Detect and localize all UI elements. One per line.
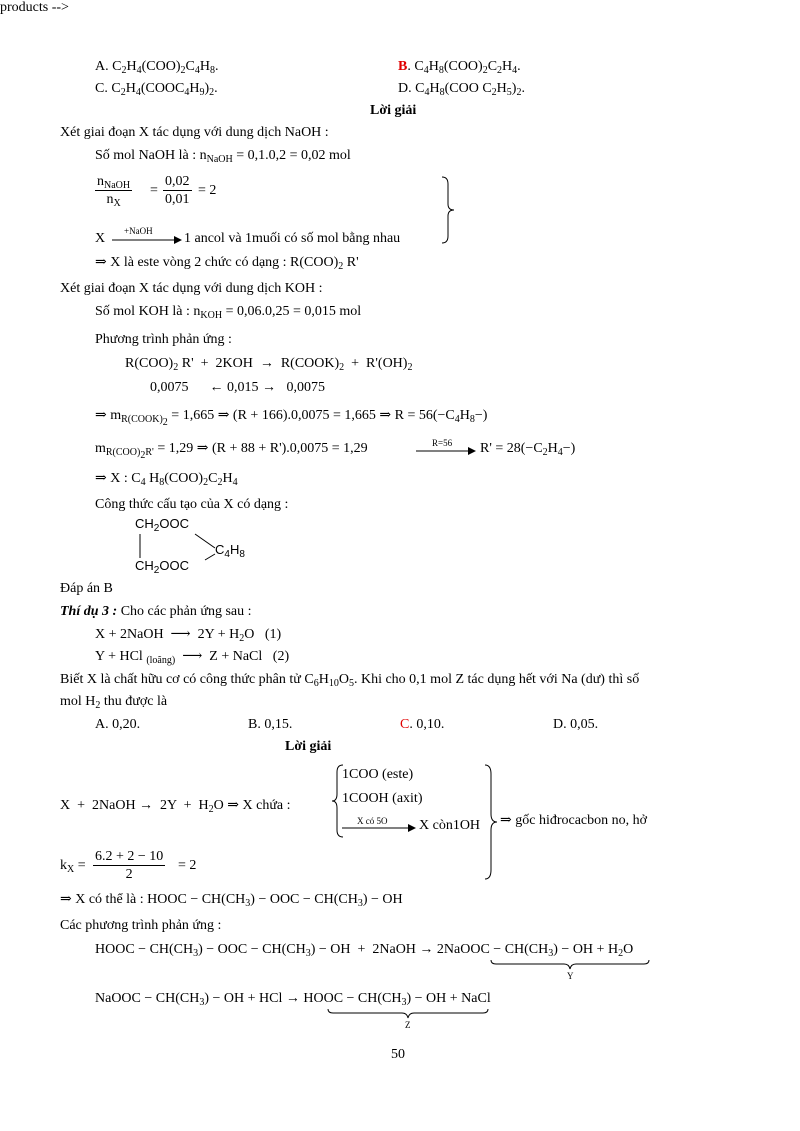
k-fraction xyxy=(93,848,165,883)
k-label: $k_X$ = xyxy=(60,858,86,875)
reaction-arrow xyxy=(342,824,416,834)
case-1: 1COO (este) xyxy=(342,767,414,782)
eq-moles: 0,0075 ← 0,015 → 0,0075 xyxy=(150,380,325,395)
conclusion-ester: ⇒ X là este vòng 2 chức có dạng : $R(COO)_2$ R' xyxy=(95,255,359,272)
option-text: . 0,15. xyxy=(257,717,293,732)
x-label: X xyxy=(95,231,106,246)
struct-title: Công thức cấu tạo của X có dạng : xyxy=(95,497,289,512)
option-text: . 0,05. xyxy=(563,717,599,732)
struct-bottom: $CH_2OOC$ xyxy=(135,558,189,576)
option-text: . 0,20. xyxy=(105,717,141,732)
case-3-right: X còn1OH xyxy=(419,818,481,833)
k-den: 2 xyxy=(125,867,133,882)
mol-naoh: Số mol NaOH là : $n_{NaOH} = 0,1.0,2 = 0,02$ mol xyxy=(95,148,351,165)
eq-lhs: X + 2NaOH → $2Y + H_2O$ ⇒ X chứa : xyxy=(60,798,291,815)
option-letter: B xyxy=(248,717,258,732)
fraction-num: 0,02 xyxy=(165,174,190,189)
reaction-2: Y + HCl $_{(loãng)}$ ⟶ Z + NaCl (2) xyxy=(95,649,290,666)
option-letter-correct: B xyxy=(398,59,408,74)
option-c: C. $C_2H_4(COOC_4H_9)_2$. xyxy=(95,81,218,98)
struct-right: $C_4H_8$ xyxy=(215,542,245,560)
right-brace xyxy=(484,764,498,880)
answer: Đáp án B xyxy=(60,581,113,596)
fraction-values xyxy=(163,173,192,208)
k-num: 6.2 + 2 − 10 xyxy=(95,849,164,864)
arrow-label-r: R=56 xyxy=(432,438,453,448)
reaction-1: X + 2NaOH ⟶ $2Y + H_2O$ (1) xyxy=(95,627,282,644)
struct-top: $CH_2OOC$ xyxy=(135,516,189,534)
x-can-be: ⇒ X có thể là : HOOC − $CH(CH_3)$ − OOC − $CH(CH_3)$ − OH xyxy=(60,892,403,909)
mol-koh: Số mol KOH là : $n_{KOH} = 0,06.0,25 = 0,015$ mol xyxy=(95,304,362,321)
example-3 xyxy=(60,603,252,621)
solution-heading: Lời giải xyxy=(370,103,417,118)
k-result: = 2 xyxy=(178,858,197,873)
question-line-1: Biết X là chất hữu cơ có công thức phân tử $C_6H_{10}O_5$. Khi cho 0,1 mol Z tác dụng hết với Na (dư) thì số xyxy=(60,672,640,689)
option-letter: D xyxy=(553,717,564,732)
option-d: D. $C_4H_8(COO$ $C_2H_5)_2$. xyxy=(398,81,525,98)
case-3-label: X có 5O xyxy=(357,816,388,826)
option-b xyxy=(248,716,292,734)
fraction-n: $n_{NaOH}$ $n_X$ xyxy=(97,174,131,209)
eq-title: Phương trình phản ứng : xyxy=(95,332,232,347)
question-line-2: mol $H_2$ thu được là xyxy=(60,694,168,711)
stage-koh: Xét giai đoạn X tác dụng với dung dịch KOH : xyxy=(60,281,323,296)
option-letter-correct: C xyxy=(400,717,410,732)
calc-r2-right: $R' = 28(-C_2H_4-)$ xyxy=(480,441,576,458)
calc-r: ⇒ $m_{R(COOK)_2} = 1,665$ ⇒ (R + 166).0,0075 = 1,665 ⇒ $R = 56(-C_4H_8-)$ xyxy=(95,408,488,428)
case-2: 1COOH (axit) xyxy=(342,791,423,806)
calc-r2-left: $m_{R(COO)_2R'} = 1,29$ ⇒ (R + 88 + R').0,0075 = 1,29 xyxy=(95,441,368,461)
x-products: 1 ancol và 1muối có số mol bằng nhau xyxy=(184,231,401,246)
eq-line: $R(COO)_2$ $R' + 2KOH \to R(COOK)_2 + R'(OH)_2$ xyxy=(125,356,413,373)
ratio-result: = 2 xyxy=(198,183,217,198)
option-a: A. $C_2H_4(COO)_2C_4H_8$. xyxy=(95,59,219,76)
option-a xyxy=(95,716,140,734)
option-d xyxy=(553,716,598,734)
option-b: B. $C_4H_8(COO)_2C_2H_4$. xyxy=(398,59,521,76)
example-label: Thí dụ 3 : xyxy=(60,604,118,619)
arrow-label-naoh: +NaOH xyxy=(124,226,153,236)
page-number: 50 xyxy=(391,1047,405,1062)
fraction-den: 0,01 xyxy=(165,192,190,207)
rx2-label: Z xyxy=(405,1020,411,1030)
stage-naoh: Xét giai đoạn X tác dụng với dung dịch NaOH : xyxy=(60,125,329,140)
example-intro: Cho các phản ứng sau : xyxy=(117,604,252,619)
right-brace xyxy=(440,176,456,244)
option-letter: A xyxy=(95,717,106,732)
rx2: NaOOC − $CH(CH_3)$ − OH + HCl → HOOC − $CH(CH_3)$ − OH + NaCl xyxy=(95,991,491,1008)
reaction-arrow xyxy=(416,447,476,457)
rx2-under: HOOC − $CH(CH_3)$ − OH xyxy=(303,991,447,1008)
x-formula: ⇒ X : $C_4$ $H_8(COO)_2C_2H_4$ xyxy=(95,471,238,488)
option-letter: D xyxy=(398,81,409,96)
option-text: . 0,10. xyxy=(409,717,445,732)
reactions-title: Các phương trình phản ứng : xyxy=(60,918,222,933)
structure-bonds xyxy=(135,530,225,570)
option-letter: A xyxy=(95,59,106,74)
solution-heading: Lời giải xyxy=(285,739,332,754)
rx1-under: NaOOC − $CH(CH_3)$ − OH xyxy=(443,942,594,959)
equals-sign: = xyxy=(150,183,158,198)
option-letter: C xyxy=(95,81,105,96)
case-result: ⇒ gốc hiđrocacbon no, hở xyxy=(500,813,648,828)
rx1-label: Y xyxy=(567,971,574,981)
rx1: HOOC − $CH(CH_3)$ − OOC − $CH(CH_3)$ − OH + 2NaOH → 2NaOOC − $CH(CH_3)$ − OH + $H_2O$ xyxy=(95,942,634,959)
option-c xyxy=(400,716,444,734)
reaction-arrow xyxy=(112,236,182,246)
